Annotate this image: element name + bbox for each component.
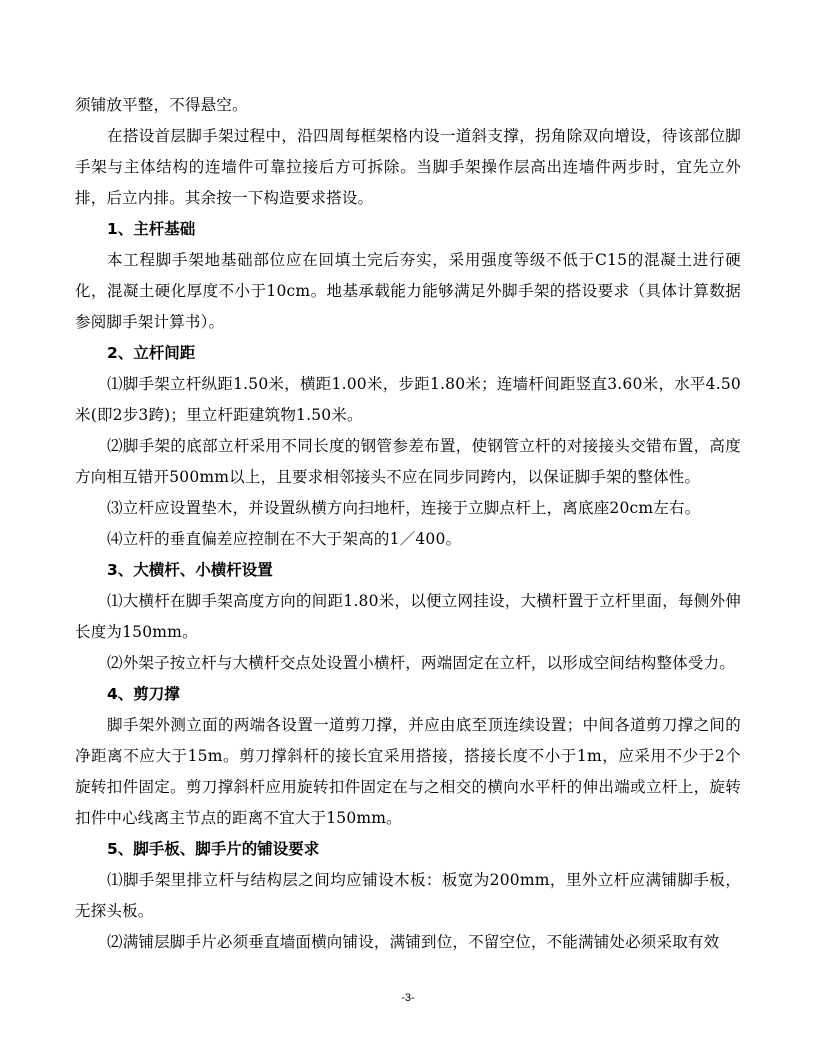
paragraph: 本工程脚手架地基础部位应在回填土完后夯实，采用强度等级不低于C15的混凝土进行硬化，混凝土硬化厚度不小于10cm。地基承载能力能够满足外脚手架的搭设要求（具体计算数据参阅脚手架计算书）。 [75, 251, 741, 331]
section-heading: 4、剪刀撑 [107, 685, 180, 703]
paragraph: ⑴脚手架里排立杆与结构层之间均应铺设木板：板宽为200mm，里外立杆应满铺脚手板，无探头板。 [75, 871, 741, 920]
page-number: -3- [401, 992, 415, 1004]
section-heading: 2、立杆间距 [107, 344, 196, 362]
paragraph: ⑴脚手架立杆纵距1.50米，横距1.00米，步距1.80米；连墙杆间距竖直3.60米，水平4.50米(即2步3跨)；里立杆距建筑物1.50米。 [75, 375, 741, 424]
paragraph: ⑶立杆应设置垫木，并设置纵横方向扫地杆，连接于立脚点杆上，离底座20cm左右。 [107, 499, 701, 517]
paragraph: ⑵外架子按立杆与大横杆交点处设置小横杆，两端固定在立杆，以形成空间结构整体受力。 [107, 654, 736, 672]
paragraph: ⑷立杆的垂直偏差应控制在不大于架高的1／400。 [107, 530, 462, 548]
document-body [75, 90, 741, 958]
section-heading: 5、脚手板、脚手片的铺设要求 [107, 840, 320, 858]
paragraph: 脚手架外测立面的两端各设置一道剪刀撑，并应由底至顶连续设置；中间各道剪刀撑之间的净距离不应大于15m。剪刀撑斜杆的接长宜采用搭接，搭接长度不小于1m，应采用不少于2个旋转扣件固定。剪刀撑斜杆应用旋转扣件固定在与之相交的横向水平杆的伸出端或立杆上，旋转扣件中心线离主节点的距离不宜大于150mm。 [75, 716, 741, 827]
paragraph: 在搭设首层脚手架过程中，沿四周每框架格内设一道斜支撑，拐角除双向增设，待该部位脚手架与主体结构的连墙件可靠拉接后方可拆除。当脚手架操作层高出连墙件两步时，宜先立外排，后立内排。其余按一下构造要求搭设。 [75, 127, 741, 207]
paragraph: 须铺放平整，不得悬空。 [75, 96, 248, 114]
paragraph: ⑵满铺层脚手片必须垂直墙面横向铺设，满铺到位，不留空位，不能满铺处必须采取有效 [107, 933, 720, 951]
paragraph: ⑵脚手架的底部立杆采用不同长度的钢管参差布置，使钢管立杆的对接接头交错布置，高度方向相互错开500mm以上，且要求相邻接头不应在同步同跨内，以保证脚手架的整体性。 [75, 437, 741, 486]
section-heading: 1、主杆基础 [107, 220, 196, 238]
section-heading: 3、大横杆、小横杆设置 [107, 561, 273, 579]
paragraph: ⑴大横杆在脚手架高度方向的间距1.80米，以便立网挂设，大横杆置于立杆里面，每侧外伸长度为150mm。 [75, 592, 741, 641]
